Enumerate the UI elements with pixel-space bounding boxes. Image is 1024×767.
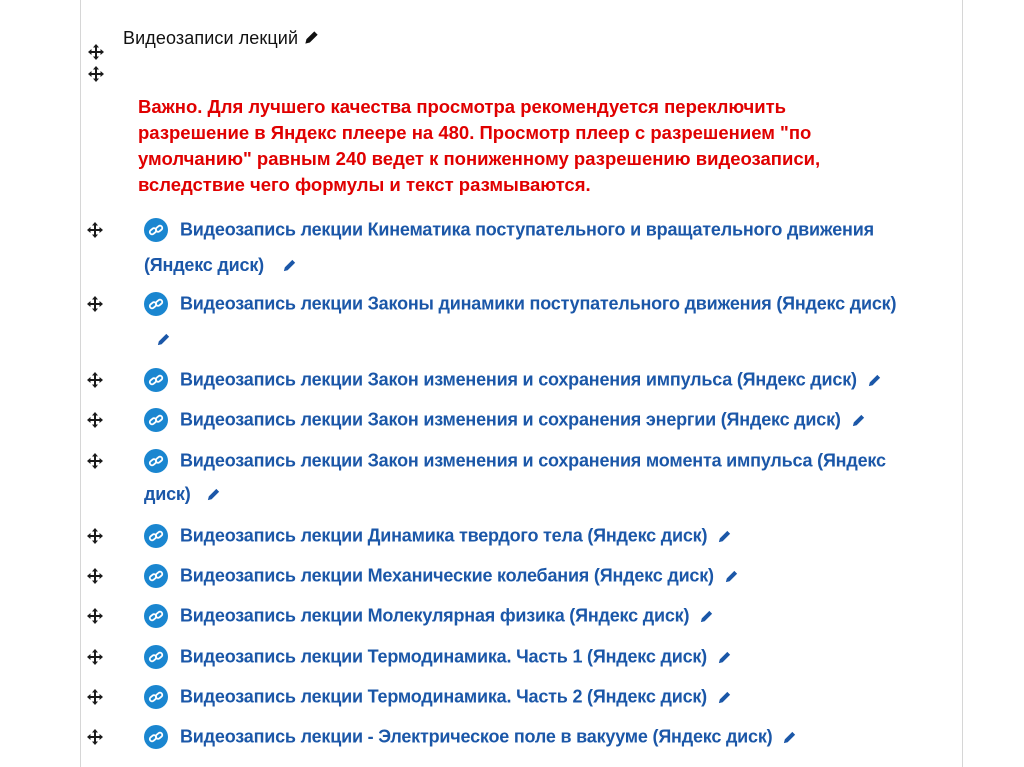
move-activity-icon[interactable]	[86, 411, 104, 429]
edit-pencil-icon[interactable]	[851, 413, 866, 428]
edit-pencil-icon[interactable]	[156, 332, 171, 347]
activity-link[interactable]: Видеозапись лекции Законы динамики поступательного движения (Яндекс диск)	[180, 293, 897, 314]
edit-pencil-icon[interactable]	[717, 690, 732, 705]
move-activity-icon[interactable]	[86, 295, 104, 313]
move-activity-icon[interactable]	[86, 607, 104, 625]
activity-item	[144, 449, 886, 473]
url-link-icon	[144, 524, 168, 548]
activity-item	[144, 564, 739, 588]
activity-link[interactable]: Видеозапись лекции Динамика твердого тела (Яндекс диск)	[180, 525, 708, 546]
activity-link[interactable]: Видеозапись лекции Кинематика поступательного и вращательного движения	[180, 219, 874, 240]
notice-line: вследствие чего формулы и текст размываются.	[138, 174, 591, 195]
url-link-icon	[144, 449, 168, 473]
activity-item	[144, 725, 797, 749]
url-link-icon	[144, 218, 168, 242]
section-title-text: Видеозаписи лекций	[123, 28, 299, 48]
activity-link[interactable]: Видеозапись лекции Термодинамика. Часть 1 (Яндекс диск)	[180, 646, 707, 667]
activity-link[interactable]: Видеозапись лекции Механические колебания (Яндекс диск)	[180, 565, 714, 586]
activity-link[interactable]: Видеозапись лекции Термодинамика. Часть 2 (Яндекс диск)	[180, 686, 707, 707]
url-link-icon	[144, 292, 168, 316]
move-activity-icon[interactable]	[86, 688, 104, 706]
activity-link[interactable]: Видеозапись лекции Молекулярная физика (Яндекс диск)	[180, 605, 690, 626]
activity-link-continued[interactable]: диск)	[144, 484, 191, 504]
notice-line: умолчанию" равным 240 ведет к пониженному разрешению видеозаписи,	[138, 148, 821, 169]
edit-title-pencil-icon[interactable]	[304, 30, 319, 45]
edit-pencil-icon[interactable]	[282, 258, 297, 273]
notice-line: разрешение в Яндекс плеере на 480. Просмотр плеер с разрешением "по	[138, 122, 812, 143]
move-activity-icon[interactable]	[86, 221, 104, 239]
activity-item	[144, 604, 714, 628]
activity-link[interactable]: Видеозапись лекции - Электрическое поле в вакууме (Яндекс диск)	[180, 726, 773, 747]
activity-link[interactable]: Видеозапись лекции Закон изменения и сохранения момента импульса (Яндекс	[180, 450, 886, 471]
url-link-icon	[144, 368, 168, 392]
activity-item	[144, 645, 732, 669]
move-activity-icon[interactable]	[86, 648, 104, 666]
move-activity-icon[interactable]	[86, 371, 104, 389]
move-section-icon[interactable]	[87, 43, 105, 61]
notice-line: Важно. Для лучшего качества просмотра рекомендуется переключить	[138, 96, 787, 117]
move-activity-icon[interactable]	[86, 527, 104, 545]
right-border	[962, 0, 963, 767]
activity-link[interactable]: Видеозапись лекции Закон изменения и сохранения импульса (Яндекс диск)	[180, 369, 857, 390]
activity-item	[144, 218, 874, 242]
url-link-icon	[144, 564, 168, 588]
edit-pencil-icon[interactable]	[724, 569, 739, 584]
notice-text	[138, 94, 928, 198]
url-link-icon	[144, 408, 168, 432]
url-link-icon	[144, 685, 168, 709]
activity-link-continued[interactable]: (Яндекс диск)	[144, 255, 264, 275]
edit-pencil-icon[interactable]	[699, 609, 714, 624]
url-link-icon	[144, 725, 168, 749]
edit-pencil-icon[interactable]	[867, 373, 882, 388]
left-border	[80, 0, 81, 767]
move-activity-icon[interactable]	[86, 728, 104, 746]
activity-item	[144, 368, 882, 392]
edit-pencil-icon[interactable]	[206, 487, 221, 502]
url-link-icon	[144, 604, 168, 628]
activity-item	[144, 408, 866, 432]
move-activity-icon[interactable]	[86, 452, 104, 470]
activity-link[interactable]: Видеозапись лекции Закон изменения и сохранения энергии (Яндекс диск)	[180, 409, 841, 430]
activity-item	[144, 292, 896, 316]
edit-pencil-icon[interactable]	[782, 730, 797, 745]
activity-item	[144, 524, 732, 548]
edit-pencil-icon[interactable]	[717, 650, 732, 665]
activity-item	[144, 685, 732, 709]
url-link-icon	[144, 645, 168, 669]
section-title	[123, 28, 319, 49]
edit-pencil-icon[interactable]	[717, 529, 732, 544]
move-activity-icon[interactable]	[86, 567, 104, 585]
move-section-icon-2[interactable]	[87, 65, 105, 83]
